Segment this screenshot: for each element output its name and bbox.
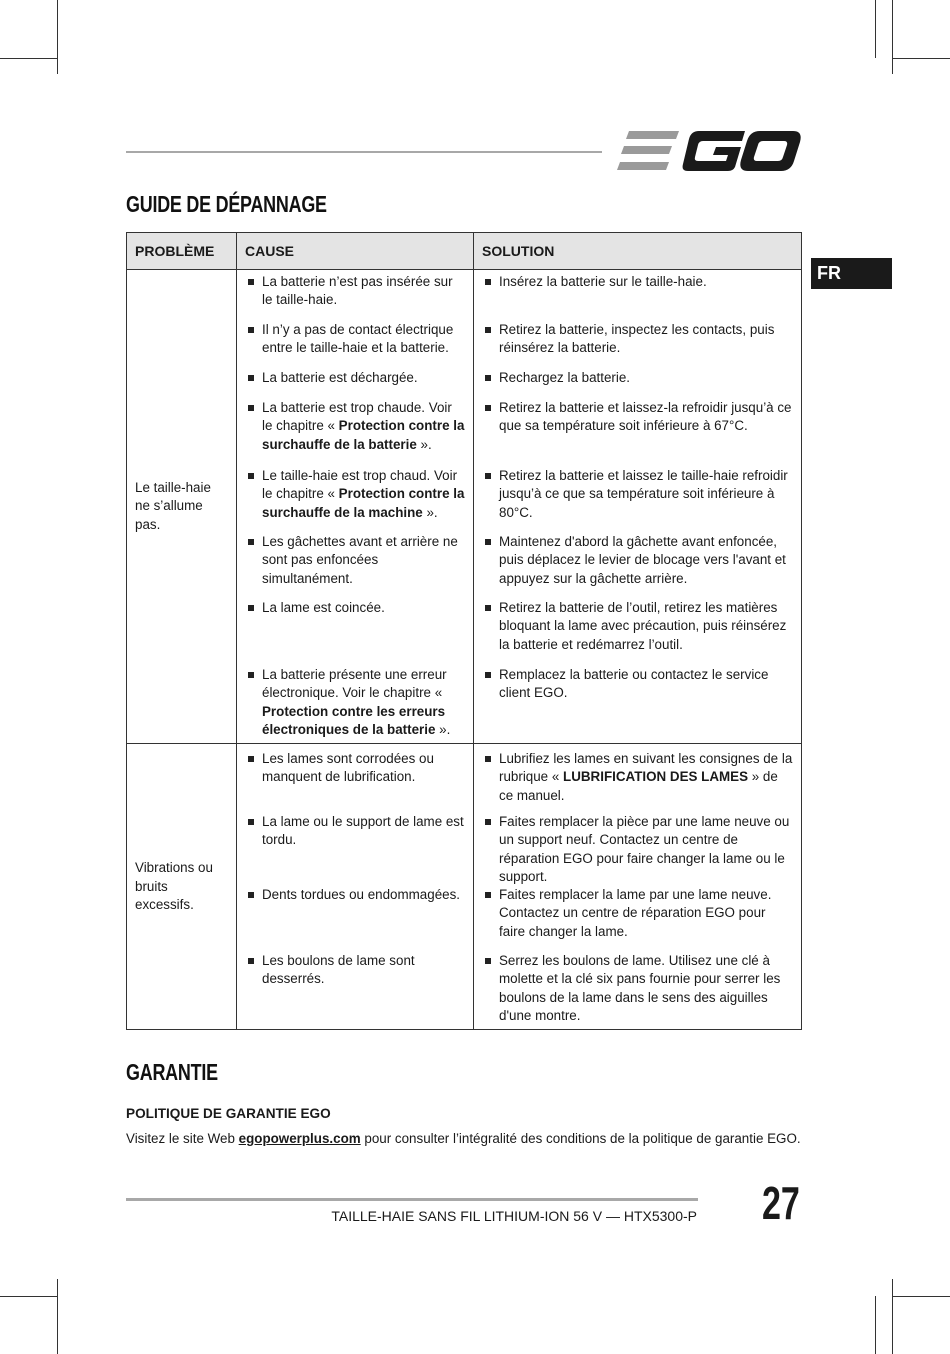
- cause-item: La batterie présente une erreur électronique. Voir le chapitre « Protection contre les erreurs électroniques de la batterie ».: [237, 666, 473, 739]
- table-header-row: [127, 233, 802, 270]
- warranty-subtitle: POLITIQUE DE GARANTIE EGO: [126, 1106, 331, 1121]
- problem-cell: Vibrations ou bruits excessifs.: [127, 744, 237, 1030]
- crop-mark: [0, 58, 58, 59]
- cause-item: Le taille-haie est trop chaud. Voir le chapitre « Protection contre la surchauffe de la machine ».: [237, 467, 473, 522]
- footer-rule: [126, 1198, 698, 1201]
- solution-item: Insérez la batterie sur le taille-haie.: [474, 273, 801, 291]
- solution-item: Retirez la batterie et laissez-la refroidir jusqu’à ce que sa température soit inférieure à 67°C.: [474, 399, 801, 436]
- crop-mark: [892, 0, 893, 74]
- troubleshooting-title: GUIDE DE DÉPANNAGE: [126, 191, 327, 217]
- table-row: [127, 270, 802, 322]
- warranty-title: GARANTIE: [126, 1059, 218, 1085]
- solution-item: Retirez la batterie de l’outil, retirez les matières bloquant la lame avec précaution, puis réinsérez la batterie et redémarrez l’outil.: [474, 599, 801, 654]
- cause-item: La lame est coincée.: [237, 599, 473, 617]
- solution-item: Remplacez la batterie ou contactez le service client EGO.: [474, 666, 801, 703]
- solution-item: Lubrifiez les lames en suivant les consignes de la rubrique « LUBRIFICATION DES LAMES » de ce manuel.: [474, 750, 801, 805]
- crop-mark: [57, 1279, 58, 1354]
- crop-mark: [57, 0, 58, 74]
- header-rule: [126, 151, 602, 153]
- solution-item: Rechargez la batterie.: [474, 369, 801, 387]
- cause-item: La batterie est trop chaude. Voir le chapitre « Protection contre la surchauffe de la batterie ».: [237, 399, 473, 454]
- footer-product: TAILLE-HAIE SANS FIL LITHIUM-ION 56 V — HTX5300-P: [331, 1208, 697, 1224]
- header-cause: CAUSE: [237, 233, 474, 270]
- problem-cell: Le taille-haie ne s’allume pas.: [127, 270, 237, 744]
- cause-item: La batterie est déchargée.: [237, 369, 473, 387]
- solution-item: Faites remplacer la lame par une lame neuve. Contactez un centre de réparation EGO pour faire changer la lame.: [474, 886, 801, 941]
- page-number: 27: [762, 1177, 800, 1229]
- cause-item: Dents tordues ou endommagées.: [237, 886, 473, 904]
- crop-mark: [892, 58, 950, 59]
- solution-item: Maintenez d'abord la gâchette avant enfoncée, puis déplacez le levier de blocage vers l'avant et appuyez sur la gâchette arrière.: [474, 533, 801, 588]
- cause-item: Les lames sont corrodées ou manquent de lubrification.: [237, 750, 473, 787]
- crop-mark: [0, 1296, 58, 1297]
- header-solution: SOLUTION: [474, 233, 802, 270]
- warranty-link[interactable]: egopowerplus.com: [238, 1131, 361, 1146]
- solution-item: Faites remplacer la pièce par une lame neuve ou un support neuf. Contactez un centre de réparation EGO pour faire changer la lame ou le support.: [474, 813, 801, 886]
- crop-mark: [875, 1296, 876, 1354]
- table-row: [127, 744, 802, 814]
- solution-item: Serrez les boulons de lame. Utilisez une clé à molette et la clé six pans fournie pour serrer les boulons de la lame dans le sens des aiguilles d'une montre.: [474, 952, 801, 1025]
- cause-item: Il n’y a pas de contact électrique entre le taille-haie et la batterie.: [237, 321, 473, 358]
- crop-mark: [875, 0, 876, 58]
- warranty-paragraph: Visitez le site Web egopowerplus.com pour consulter l’intégralité des conditions de la politique de garantie EGO.: [126, 1131, 801, 1146]
- crop-mark: [892, 1279, 893, 1354]
- solution-item: Retirez la batterie et laissez le taille-haie refroidir jusqu’à ce que sa température soit inférieure à 80°C.: [474, 467, 801, 522]
- cause-item: La batterie n’est pas insérée sur le taille-haie.: [237, 273, 473, 310]
- ego-logo: [617, 128, 801, 174]
- solution-item: Retirez la batterie, inspectez les contacts, puis réinsérez la batterie.: [474, 321, 801, 358]
- troubleshooting-table: [126, 232, 802, 1030]
- language-tab: FR: [811, 258, 892, 289]
- cause-item: Les boulons de lame sont desserrés.: [237, 952, 473, 989]
- header-probleme: PROBLÈME: [127, 233, 237, 270]
- crop-mark: [892, 1296, 950, 1297]
- cause-item: Les gâchettes avant et arrière ne sont pas enfoncées simultanément.: [237, 533, 473, 588]
- cause-item: La lame ou le support de lame est tordu.: [237, 813, 473, 850]
